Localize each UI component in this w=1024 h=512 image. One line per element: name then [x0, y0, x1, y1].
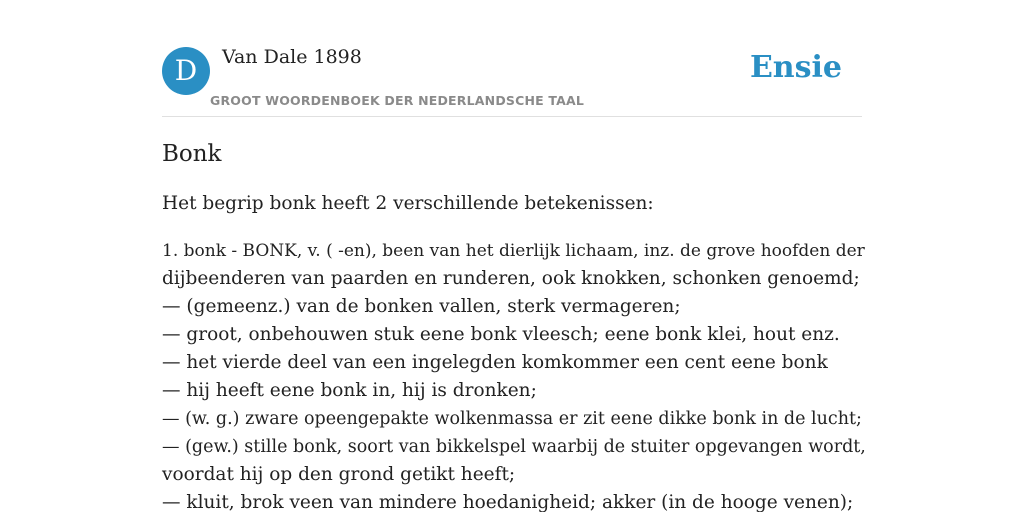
site-header [162, 46, 862, 117]
definition-line: — (gew.) stille bonk, soort van bikkelspel waarbij de stuiter opgevangen wordt, [162, 437, 866, 457]
definition-line: 1. bonk - BONK, v. ( -en), been van het dierlijk lichaam, inz. de grove hoofden der [162, 241, 865, 261]
source-logo[interactable]: D [162, 47, 210, 95]
definition-line: — groot, onbehouwen stuk eene bonk vleesch; eene bonk klei, hout enz. [162, 324, 840, 345]
definition-line: voordat hij op den grond getikt heeft; [162, 464, 516, 485]
brand-logo[interactable]: Ensie [749, 50, 842, 85]
definition-line: — kluit, brok veen van mindere hoedanigheid; akker (in de hooge venen); [162, 492, 854, 512]
entry-intro: Het begrip bonk heeft 2 verschillende betekenissen: [162, 193, 654, 214]
definition-line: dijbeenderen van paarden en runderen, ook knokken, schonken genoemd; [162, 268, 860, 289]
definition-line: — (gemeenz.) van de bonken vallen, sterk vermageren; [162, 296, 681, 317]
entry-content [162, 138, 866, 512]
definition-text [162, 237, 866, 512]
definition-line: — hij heeft eene bonk in, hij is dronken; [162, 380, 537, 401]
entry-title: Bonk [162, 141, 222, 167]
definition-line: — (w. g.) zware opeengepakte wolkenmassa er zit eene dikke bonk in de lucht; [162, 409, 862, 429]
source-subtitle: GROOT WOORDENBOEK DER NEDERLANDSCHE TAAL [210, 93, 585, 108]
source-title[interactable]: Van Dale 1898 [222, 46, 362, 68]
definition-line: — het vierde deel van een ingelegden komkommer een cent eene bonk [162, 352, 828, 373]
